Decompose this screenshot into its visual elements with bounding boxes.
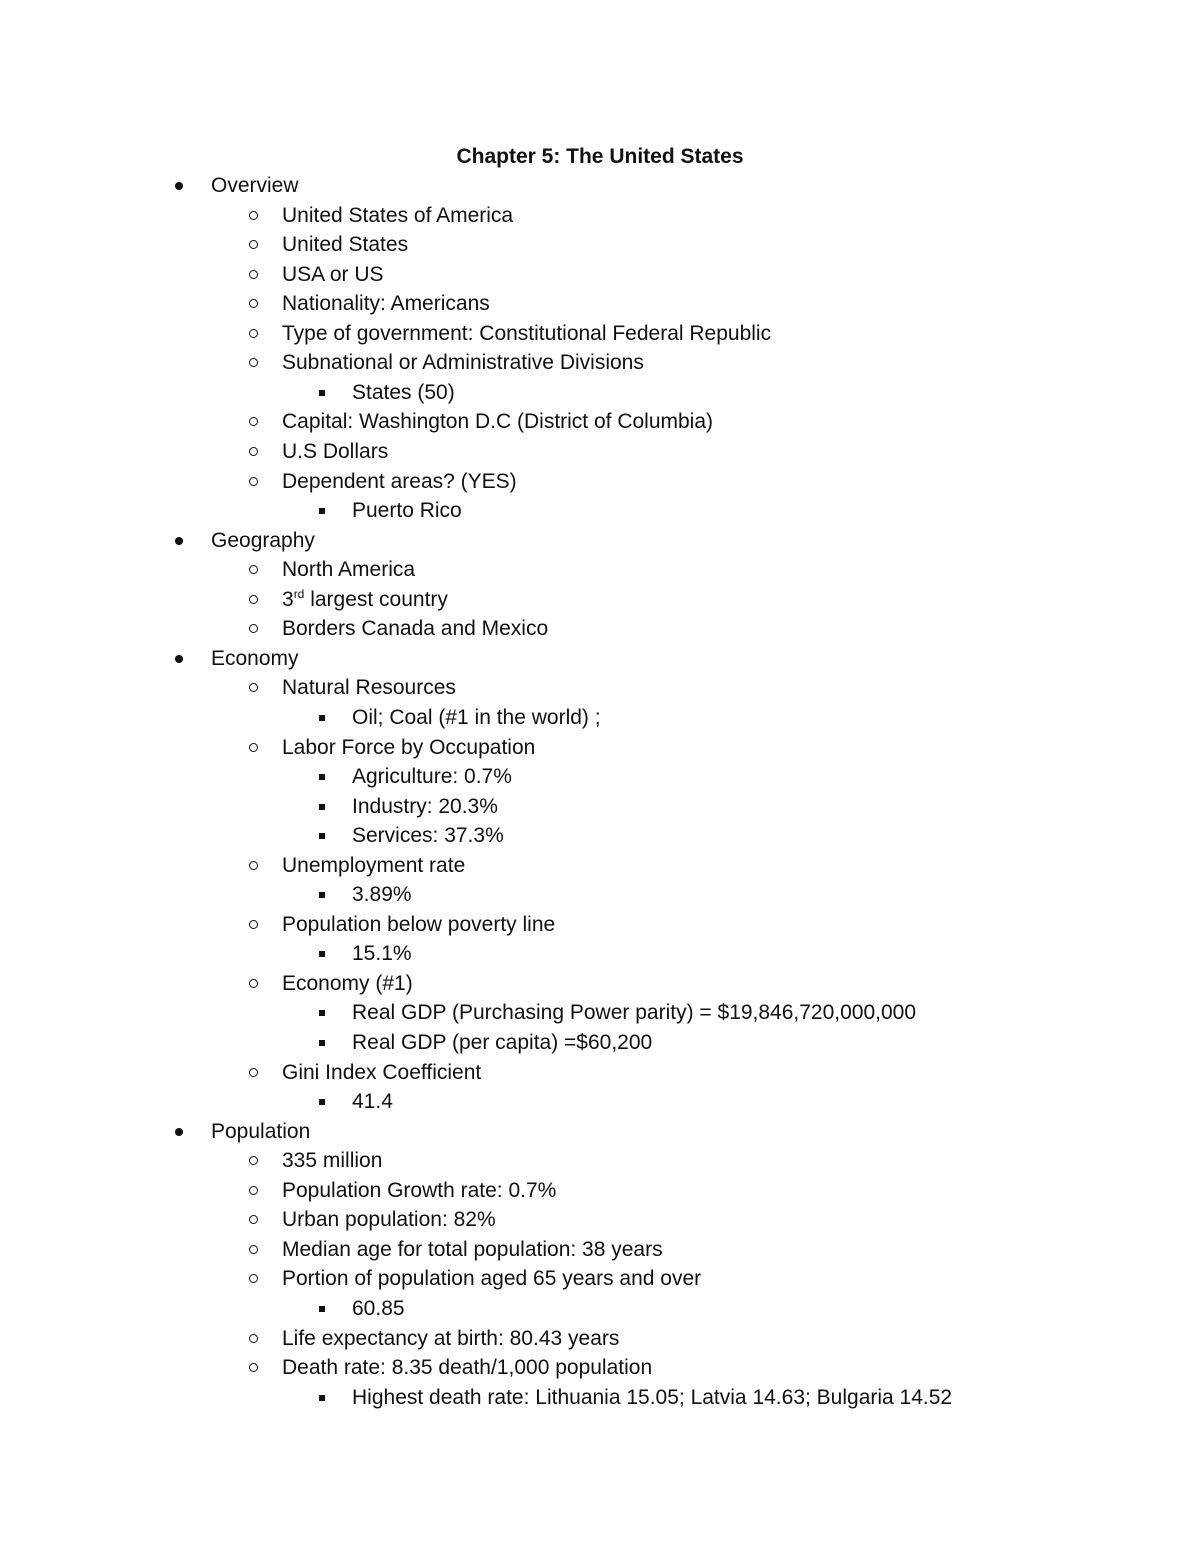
list-item	[282, 408, 713, 436]
bullet-circle-icon	[249, 861, 258, 870]
list-item	[211, 1118, 310, 1146]
bullet-circle-icon	[249, 565, 258, 574]
list-item	[282, 320, 771, 348]
list-item-text: 15.1%	[352, 942, 412, 966]
list-item-text: North America	[282, 558, 416, 582]
list-item	[282, 1177, 556, 1205]
bullet-circle-icon	[249, 240, 258, 249]
list-item	[282, 556, 415, 584]
list-item	[282, 1325, 619, 1353]
bullet-square-icon	[319, 1010, 325, 1016]
bullet-circle-icon	[249, 1156, 258, 1165]
list-item-text: Portion of population aged 65 years and over	[282, 1267, 702, 1291]
list-item-text: Population below poverty line	[282, 912, 556, 936]
list-item-text: Economy	[211, 646, 299, 670]
list-item-text: 60.85	[352, 1296, 405, 1320]
list-item	[282, 615, 548, 643]
bullet-square-icon	[319, 951, 325, 957]
list-item	[282, 1147, 382, 1175]
bullet-circle-icon	[249, 1363, 258, 1372]
ordinal-suffix: rd	[293, 586, 305, 601]
bullet-circle-icon	[249, 979, 258, 988]
list-item-text: United States	[282, 233, 409, 257]
list-item	[352, 1295, 405, 1323]
list-item	[282, 1265, 701, 1293]
bullet-circle-icon	[249, 299, 258, 308]
list-item-text: Industry: 20.3%	[352, 794, 498, 818]
bullet-square-icon	[319, 833, 325, 839]
list-item-text: Overview	[211, 174, 299, 197]
list-item-text: States (50)	[352, 380, 455, 404]
list-item-text: Capital: Washington D.C (District of Columbia)	[282, 410, 714, 434]
list-item	[352, 704, 601, 732]
bullet-square-icon	[319, 804, 325, 810]
list-item-text: Population	[211, 1119, 311, 1143]
bullet-circle-icon	[249, 920, 258, 929]
list-item-text: 3.89%	[352, 883, 412, 907]
list-item	[282, 852, 465, 880]
bullet-circle-icon	[249, 329, 258, 338]
list-item	[352, 940, 412, 968]
list-item	[352, 1088, 393, 1116]
bullet-circle-icon	[249, 624, 258, 633]
list-item	[282, 734, 535, 762]
list-item-text: Real GDP (Purchasing Power parity) = $19,846,720,000,000	[352, 1001, 917, 1025]
list-item	[282, 911, 555, 939]
list-item-text: Median age for total population: 38 years	[282, 1237, 663, 1261]
list-item-text: Agriculture: 0.7%	[352, 765, 512, 788]
list-item	[282, 202, 513, 230]
list-item-text: Urban population: 82%	[282, 1208, 496, 1232]
bullet-circle-icon	[249, 211, 258, 220]
bullet-circle-icon	[249, 447, 258, 456]
list-item	[282, 468, 517, 496]
list-item-text: USA or US	[282, 262, 384, 286]
bullet-square-icon	[319, 892, 325, 898]
list-item-text: 3	[282, 587, 294, 611]
list-item	[282, 349, 644, 377]
list-item-text: 335 million	[282, 1149, 383, 1173]
list-item-text: Labor Force by Occupation	[282, 735, 536, 759]
list-item-text: Type of government: Constitutional Federal Republic	[282, 321, 772, 345]
bullet-square-icon	[319, 1395, 325, 1401]
bullet-disc-icon	[175, 537, 183, 545]
list-item	[352, 999, 916, 1027]
list-item	[211, 527, 315, 555]
list-item-text: Services: 37.3%	[352, 824, 504, 848]
list-item	[352, 793, 498, 821]
list-item-text-continued: largest country	[304, 587, 448, 611]
page-title: Chapter 5: The United States	[456, 145, 744, 168]
bullet-circle-icon	[249, 1245, 258, 1254]
list-item-text: U.S Dollars	[282, 439, 389, 463]
list-item	[352, 1384, 952, 1412]
bullet-circle-icon	[249, 358, 258, 367]
list-item	[282, 674, 456, 702]
list-item	[282, 438, 388, 466]
bullet-circle-icon	[249, 1274, 258, 1283]
list-item-text: 41.4	[352, 1090, 393, 1114]
bullet-circle-icon	[249, 1186, 258, 1195]
bullet-square-icon	[319, 1040, 325, 1046]
list-item-text: Oil; Coal (#1 in the world) ;	[352, 705, 601, 729]
list-item	[282, 231, 408, 259]
list-item	[352, 881, 412, 909]
list-item-text: Economy (#1)	[282, 971, 413, 995]
bullet-square-icon	[319, 390, 325, 396]
bullet-circle-icon	[249, 595, 258, 604]
bullet-disc-icon	[175, 655, 183, 663]
list-item-text: Gini Index Coefficient	[282, 1060, 482, 1084]
list-item	[282, 1354, 652, 1382]
bullet-square-icon	[319, 774, 325, 780]
list-item-text: Real GDP (per capita) =$60,200	[352, 1031, 653, 1054]
bullet-circle-icon	[249, 1334, 258, 1343]
list-item-text: Unemployment rate	[282, 853, 466, 877]
bullet-circle-icon	[249, 417, 258, 426]
list-item	[211, 645, 299, 673]
list-item	[282, 970, 413, 998]
list-item	[282, 290, 490, 318]
list-item-text: United States of America	[282, 203, 514, 227]
bullet-square-icon	[319, 508, 325, 514]
list-item	[352, 763, 512, 791]
bullet-square-icon	[319, 1306, 325, 1312]
list-item	[352, 497, 462, 525]
bullet-circle-icon	[249, 270, 258, 279]
list-item	[282, 1059, 481, 1087]
list-item-text: Puerto Rico	[352, 499, 462, 523]
list-item-text: Population Growth rate: 0.7%	[282, 1178, 557, 1202]
bullet-disc-icon	[175, 1128, 183, 1136]
list-item	[282, 1236, 663, 1264]
bullet-circle-icon	[249, 683, 258, 692]
bullet-circle-icon	[249, 1215, 258, 1224]
list-item	[352, 822, 504, 850]
bullet-square-icon	[319, 715, 325, 721]
list-item-text: Subnational or Administrative Divisions	[282, 351, 644, 375]
list-item	[282, 586, 448, 614]
bullet-circle-icon	[249, 477, 258, 486]
list-item-text: Dependent areas? (YES)	[282, 469, 517, 493]
list-item-text: Highest death rate: Lithuania 15.05; Latvia 14.63; Bulgaria 14.52	[352, 1385, 953, 1409]
bullet-circle-icon	[249, 743, 258, 752]
list-item-text: Borders Canada and Mexico	[282, 617, 549, 641]
list-item-text: Natural Resources	[282, 676, 456, 700]
list-item	[352, 379, 455, 407]
bullet-disc-icon	[175, 182, 183, 190]
list-item	[352, 1029, 652, 1057]
bullet-square-icon	[319, 1099, 325, 1105]
list-item-text: Nationality: Americans	[282, 292, 490, 316]
list-item-text: Geography	[211, 528, 315, 552]
list-item	[282, 261, 384, 289]
bullet-circle-icon	[249, 1068, 258, 1077]
list-item	[211, 172, 299, 200]
list-item-text: Death rate: 8.35 death/1,000 population	[282, 1356, 653, 1379]
list-item-text: Life expectancy at birth: 80.43 years	[282, 1326, 620, 1350]
list-item	[282, 1206, 496, 1234]
